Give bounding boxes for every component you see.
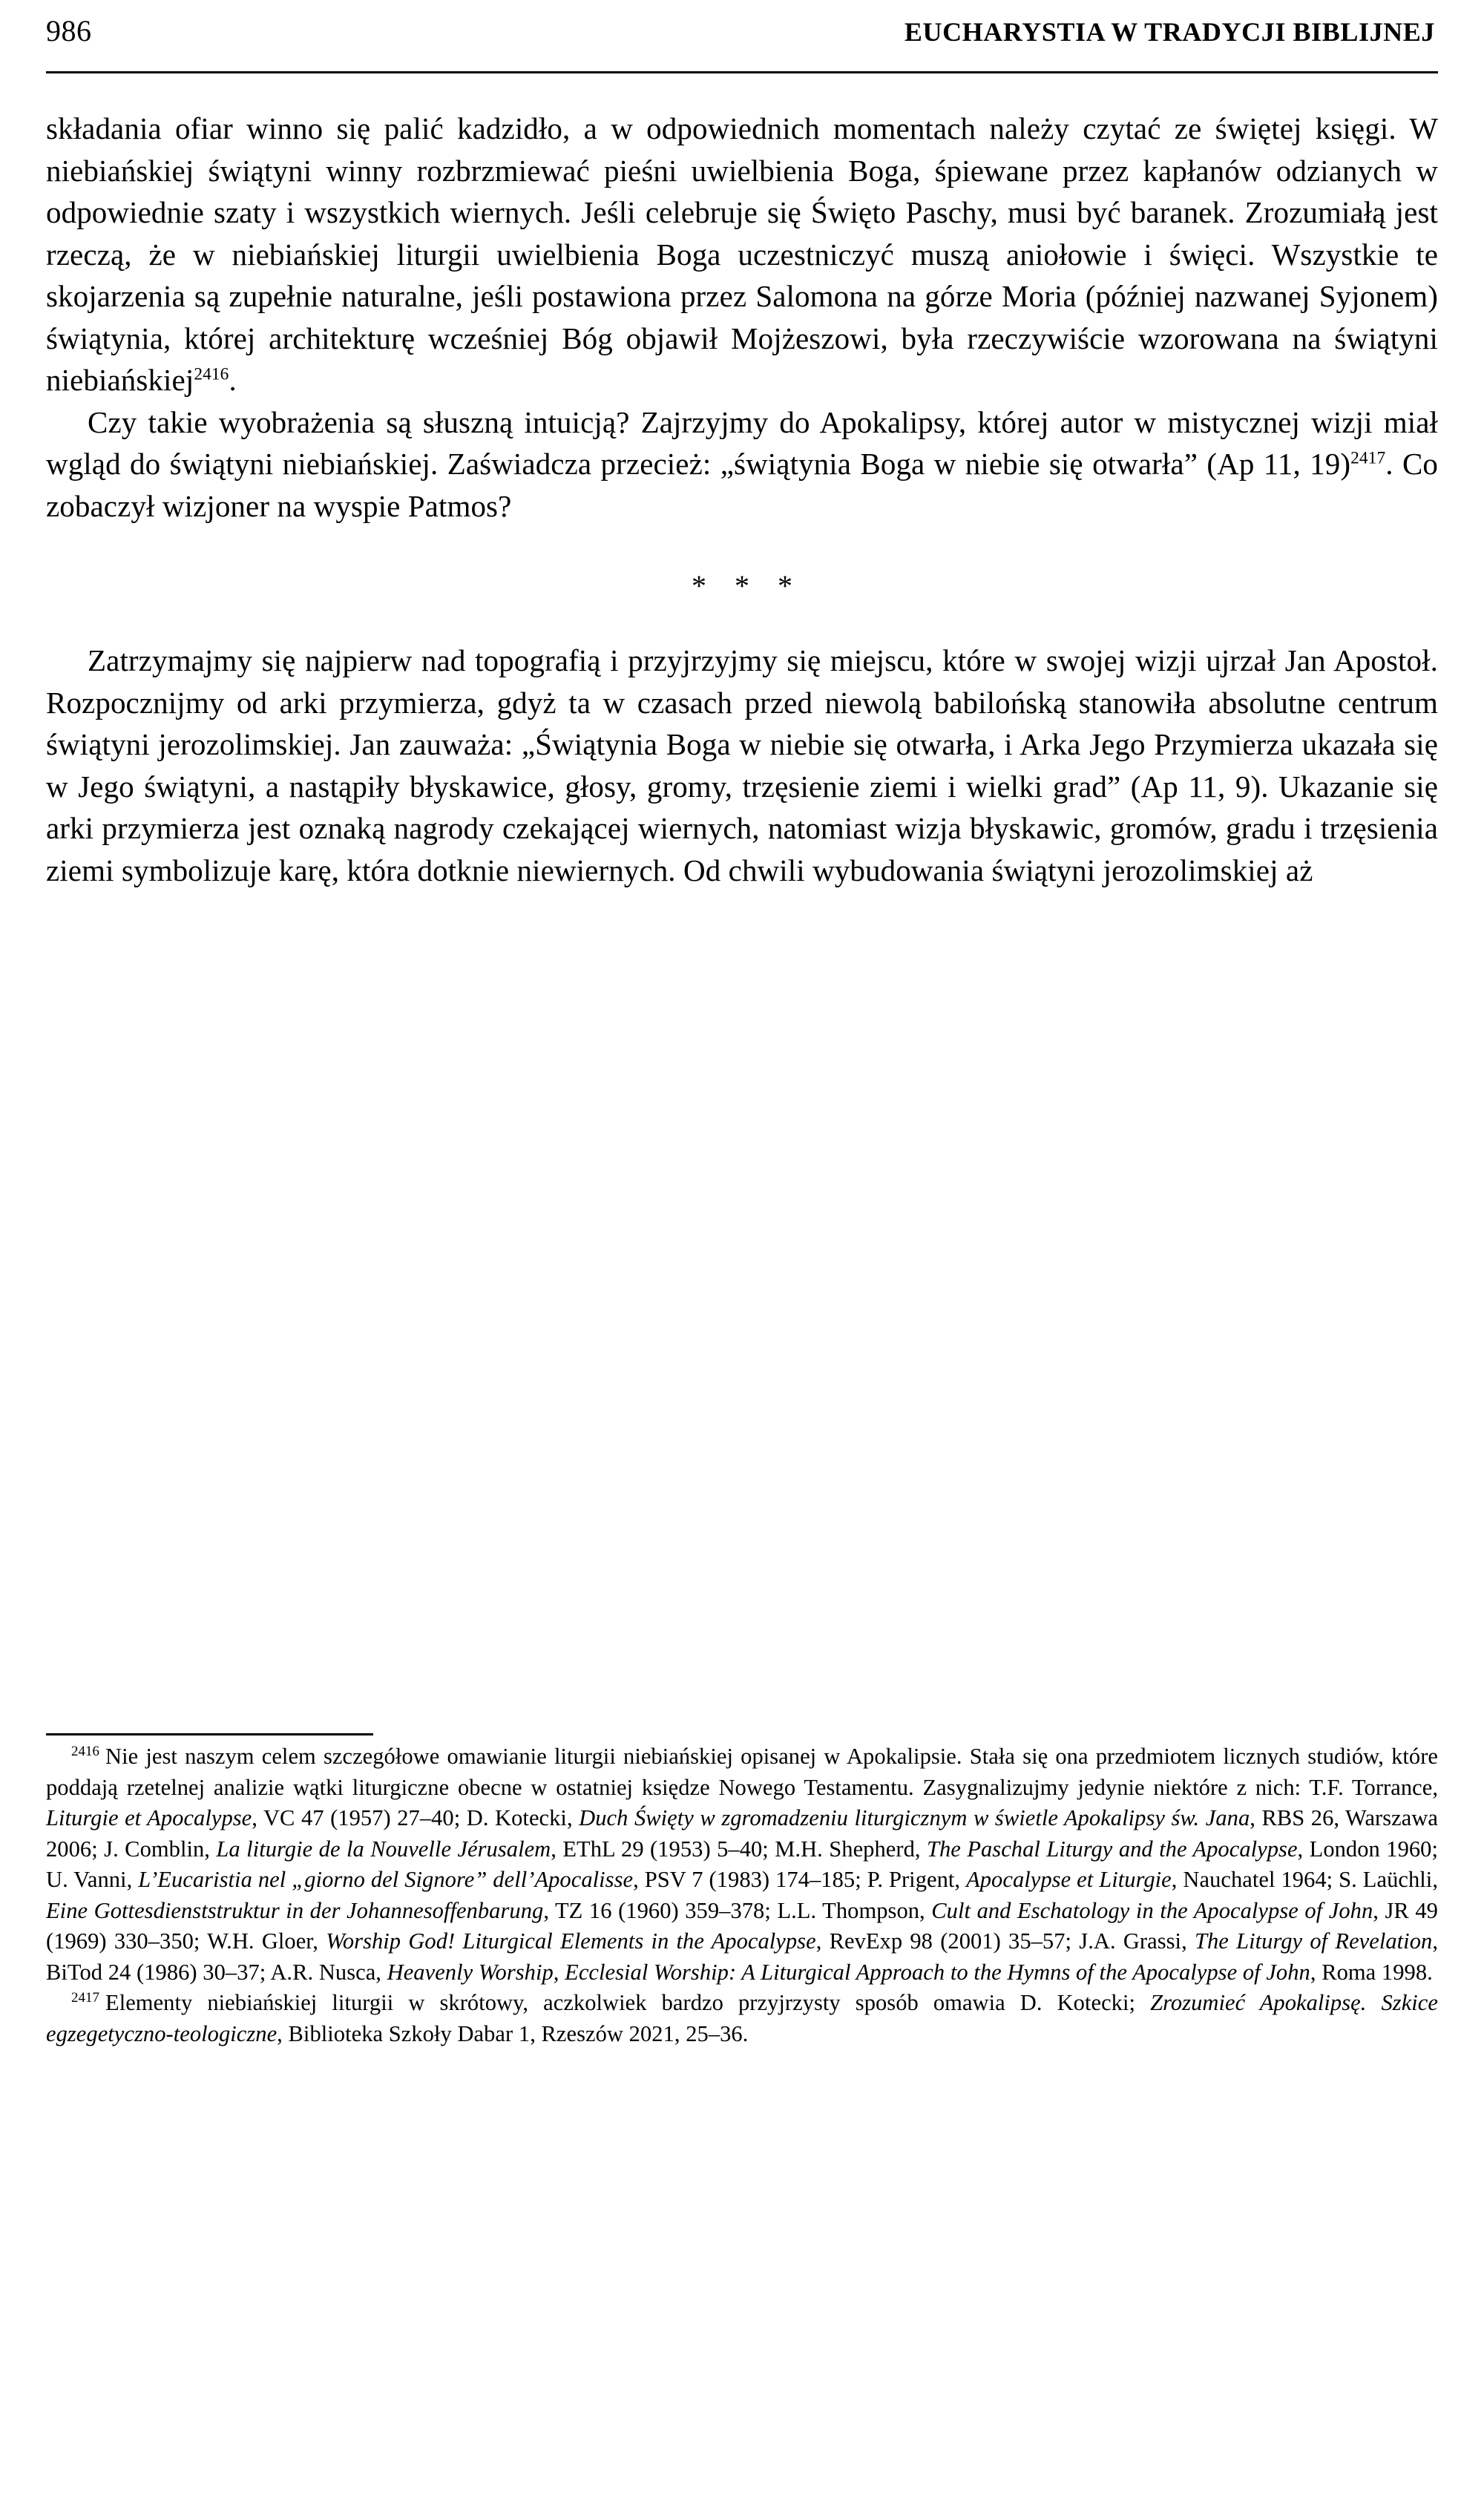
footnote-ref-2416[interactable]: 2416	[194, 364, 229, 384]
citation-text: , Biblioteka Szkoły Dabar 1, Rzeszów 2021, 25–36.	[277, 2020, 749, 2046]
citation-title: La liturgie de la Nouvelle Jérusalem	[216, 1836, 551, 1862]
footnote-number-2417: 2417	[71, 1989, 100, 2006]
citation-title: Worship God! Liturgical Elements in the Apocalypse	[326, 1928, 816, 1954]
header-rule	[46, 71, 1438, 73]
citation-text: , BiTod 24 (1986) 30–37; A.R. Nusca,	[46, 1928, 1438, 1985]
paragraph-3: Zatrzymajmy się najpierw nad topografią i przyjrzyjmy się miejscu, które w swojej wizji ujrzał Jan Apostoł. Rozpocznijmy od arki przymierza, gdyż ta w czasach przed niewolą babilońską stanowiła absolutne centrum świątyni jerozolimskiej. Jan zauważa: „Świątynia Boga w niebie się otwarła, i Arka Jego Przymierza ukazała się w Jego świątyni, a nastąpiły błyskawice, głosy, gromy, trzęsienie ziemi i wielki grad” (Ap 11, 9). Ukazanie się arki przymierza jest oznaką nagrody czekającej wiernych, natomiast wizja błyskawic, gromów, gradu i trzęsienia ziemi symbolizuje karę, która dotknie niewiernych. Od chwili wybudowania świątyni jerozolimskiej aż	[46, 643, 1438, 887]
body-text	[46, 108, 1438, 891]
citation-text: Nie jest naszym celem szczegółowe omawianie liturgii niebiańskiej opisanej w Apokalipsie. Stała się ona przedmiotem licznych studiów, które poddają rzetelnej analizie wątki liturgiczne obecne w ostatniej księdze Nowego Testamentu. Zasygnalizujmy jedynie niektóre z nich: T.F. Torrance,	[46, 1744, 1438, 1800]
citation-title: Duch Święty w zgromadzeniu liturgicznym w świetle Apokalipsy św. Jana	[579, 1805, 1250, 1830]
paragraph-1-text: składania ofiar winno się palić kadzidło, a w odpowiednich momentach należy czytać ze świętej księgi. W niebiańskiej świątyni winny rozbrzmiewać pieśni uwielbienia Boga, śpiewane przez kapłanów odzianych w odpowiednie szaty i wszystkich wiernych. Jeśli celebruje się Święto Paschy, musi być baranek. Zrozumiałą jest rzeczą, że w niebiańskiej liturgii uwielbienia Boga uczestniczyć muszą aniołowie i święci. Wszystkie te skojarzenia są zupełnie naturalne, jeśli postawiona przez Salomona na górze Moria (później nazwanej Syjonem) świątynia, której architekturę wcześniej Bóg objawił Mojżeszowi, była rzeczywiście wzorowana na świątyni niebiańskiej	[46, 111, 1438, 397]
paragraph-2-text: Czy takie wyobrażenia są słuszną intuicją? Zajrzyjmy do Apokalipsy, której autor w mistycznej wizji miał wgląd do świątyni niebiańskiej. Zaświadcza przecież: „świątynia Boga w niebie się otwarła” (Ap 11, 19)	[46, 404, 1438, 481]
paragraph-1	[46, 108, 1438, 401]
citation-text: , VC 47 (1957) 27–40; D. Kotecki,	[252, 1805, 580, 1830]
paragraph-1-tail: .	[229, 363, 237, 397]
citation-text: , RBS 26, Warszawa 2006; J. Comblin,	[46, 1805, 1438, 1862]
citation-title: L’Eucaristia nel „giorno del Signore” dell’Apocalisse	[138, 1867, 634, 1892]
footnote-number-2416: 2416	[71, 1743, 100, 1759]
citation-text: , London 1960; U. Vanni,	[46, 1836, 1438, 1892]
paragraph-2-tail: . Co zobaczył wizjoner na wyspie Patmos?	[46, 447, 1438, 523]
footnote-ref-2417[interactable]: 2417	[1350, 448, 1386, 468]
footnote-area	[46, 1733, 1438, 2049]
citation-text: , RevExp 98 (2001) 35–57; J.A. Grassi,	[815, 1928, 1195, 1954]
citation-text: , Nauchatel 1964; S. Laüchli,	[1171, 1867, 1438, 1892]
citation-text: Elementy niebiańskiej liturgii w skrótowy, aczkolwiek bardzo przyjrzysty sposób omawia D. Kotecki;	[105, 1990, 1151, 2015]
citation-title: Apocalypse et Liturgie	[966, 1867, 1172, 1892]
page-number: 986	[46, 14, 92, 47]
citation-text: , TZ 16 (1960) 359–378; L.L. Thompson,	[543, 1897, 932, 1923]
citation-title: Liturgie et Apocalypse	[46, 1805, 252, 1830]
citation-title: Heavenly Worship, Ecclesial Worship: A Liturgical Approach to the Hymns of the Apocalypse of John	[387, 1959, 1310, 1985]
footnote-list	[46, 1741, 1438, 2049]
citation-title: The Liturgy of Revelation	[1194, 1928, 1433, 1954]
section-divider-asterisks: * * *	[692, 569, 803, 602]
citation-text: , PSV 7 (1983) 174–185; P. Prigent,	[633, 1867, 967, 1892]
citation-title: Eine Gottesdienststruktur in der Johannesoffenbarung	[46, 1897, 544, 1923]
citation-text: , Roma 1998.	[1310, 1959, 1433, 1985]
footnote-2416-body	[46, 1744, 1438, 1985]
citation-title: The Paschal Liturgy and the Apocalypse	[926, 1836, 1298, 1862]
footnote-2416	[46, 1741, 1438, 1988]
footnote-separator-rule	[46, 1733, 373, 1735]
running-title: EUCHARYSTIA W TRADYCJI BIBLIJNEJ	[904, 17, 1435, 47]
paragraph-2	[46, 401, 1438, 528]
citation-title: Cult and Eschatology in the Apocalypse of John	[931, 1897, 1373, 1923]
citation-title: Zrozumieć Apokalipsę. Szkice egzegetyczno-teologiczne	[46, 1990, 1438, 2046]
footnote-2417-body	[46, 1990, 1438, 2046]
footnote-2417	[46, 1988, 1438, 2049]
citation-text: , EThL 29 (1953) 5–40; M.H. Shepherd,	[551, 1836, 927, 1862]
running-header	[46, 0, 1438, 62]
citation-text: , JR 49 (1969) 330–350; W.H. Gloer,	[46, 1897, 1438, 1954]
